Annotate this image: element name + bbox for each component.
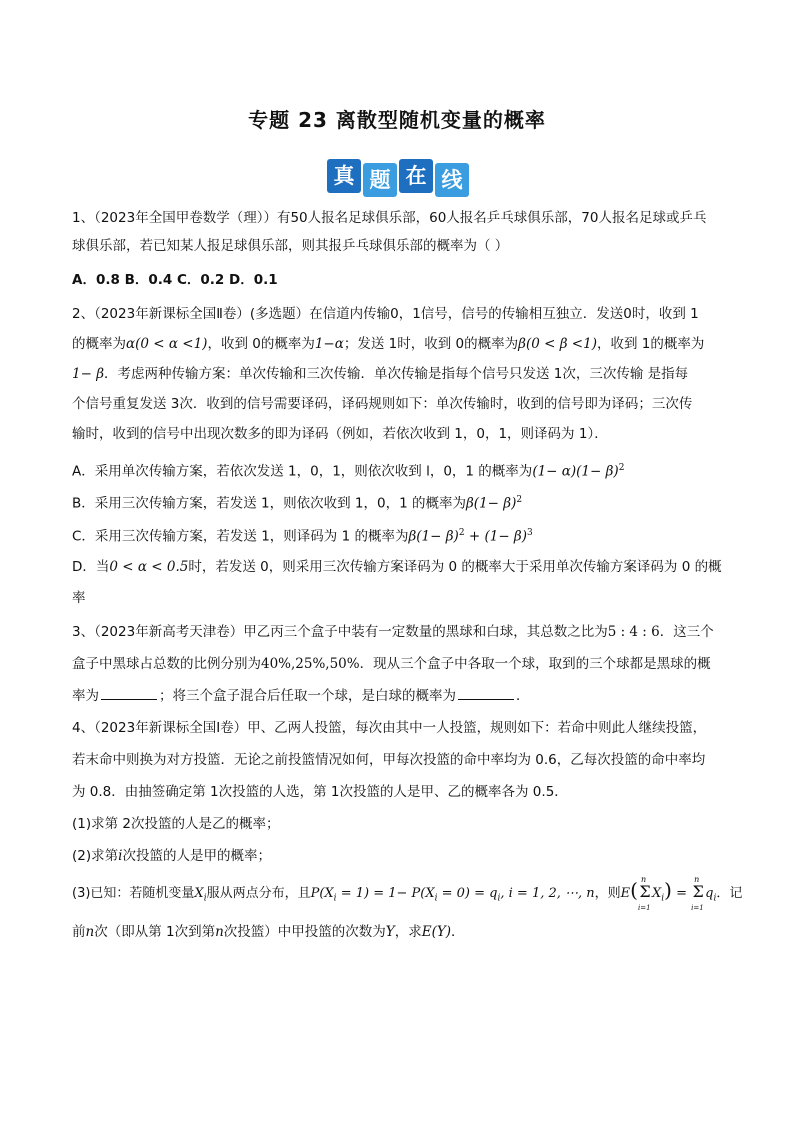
q2-line-3 — [72, 364, 732, 384]
text: 服从两点分布，且 — [206, 886, 311, 901]
subscript: i — [713, 893, 717, 904]
q4-sub-3 — [72, 875, 743, 912]
text: 盒子中黑球占总数的比例分别为 — [72, 656, 261, 672]
q2-option-d-cont: 率 — [72, 590, 86, 606]
text: 次投篮）中甲投篮的次数为 — [223, 924, 386, 940]
exponent: 2 — [516, 495, 523, 505]
q1-line-2: 球俱乐部，若已知某人报足球俱乐部，则其报乒乓球俱乐部的概率为（ ） — [72, 238, 509, 254]
sum-symbol — [691, 875, 705, 912]
math: β(1− β) — [466, 495, 517, 512]
sigma: Σ — [639, 882, 651, 901]
math: = 1) = 1− P(X — [336, 886, 435, 901]
sum-symbol — [637, 875, 652, 912]
math: + (1− β) — [464, 528, 527, 545]
exponent: 2 — [458, 528, 465, 538]
text: ；发送 1时，收到 0的概率为 — [343, 336, 519, 352]
q3-line-3 — [72, 686, 732, 706]
text: (3)已知：若随机变量 — [72, 886, 195, 901]
q4-sub-2 — [72, 846, 732, 866]
text: 率为 — [72, 688, 99, 704]
math: 1− β — [72, 366, 104, 382]
answer-blank — [458, 686, 514, 700]
subscript: i — [333, 893, 337, 904]
q2-option-b — [72, 490, 732, 514]
text: 前 — [72, 924, 86, 940]
math: β(1− β) — [408, 528, 459, 545]
q4-sub-1: (1)求第 2次投篮的人是乙的概率； — [72, 816, 280, 832]
text: D．当 — [72, 559, 110, 575]
badge-char: 在 — [399, 159, 433, 193]
text: ．现从三个盒子中各取一个球，取到的三个球都是黑球的概 — [359, 656, 711, 672]
answer-blank — [101, 686, 157, 700]
text: ．考虑两种传输方案：单次传输和三次传输．单次传输是指每个信号只发送 1次，三次传输 是指每 — [104, 366, 689, 382]
subscript: i — [497, 893, 501, 904]
q2-option-d — [72, 557, 732, 577]
q1-line-1: 1、（2023年全国甲卷数学（理））有50人报名足球俱乐部，60人报名乒乓球俱乐部，70人报名足球或乒乓 — [72, 210, 707, 226]
subscript: i — [434, 893, 438, 904]
math: β(0 < β <1) — [518, 336, 597, 352]
q2-line-5: 输时，收到的信号中出现次数多的即为译码（例如，若依次收到 1，0，1，则译码为 1）． — [72, 426, 608, 442]
q2-line-4: 个信号重复发送 3次．收到的信号需要译码，译码规则如下：单次传输时，收到的信号即为译码；三次传 — [72, 396, 693, 412]
math: 0 < α < 0.5 — [109, 559, 189, 575]
math: P(X — [310, 886, 334, 901]
q2-option-c — [72, 523, 732, 547]
text: ．记 — [716, 886, 743, 901]
text: ． — [516, 688, 530, 704]
text: ． — [451, 924, 465, 940]
q2-line-1: 2、（2023年新课标全国Ⅱ卷）(多选题）在信道内传输0，1信号，信号的传输相互独立．发送0时，收到 1 — [72, 306, 699, 322]
math: q — [705, 886, 714, 901]
math: , i = 1, 2, ⋯, n — [500, 886, 595, 901]
text: A．采用单次传输方案，若依次发送 1，0，1，则依次收到 l，0，1 的概率为 — [72, 463, 533, 480]
sum-bottom: i=1 — [637, 904, 651, 912]
sum-bottom: i=1 — [691, 904, 704, 912]
text: 时，若发送 0，则采用三次传输方案译码为 0 的概率大于采用单次传输方案译码为 0 的概 — [188, 559, 722, 575]
math: n — [85, 924, 95, 940]
math: X — [194, 886, 204, 901]
q4-line-2: 若末命中则换为对方投篮．无论之前投篮情况如何，甲每次投篮的命中率均为 0.6，乙每次投篮的命中率均 — [72, 752, 706, 768]
text: 的概率为 — [72, 336, 126, 352]
subscript: i — [661, 893, 665, 904]
math: E(Y) — [421, 924, 452, 940]
q4-line-1: 4、（2023年新课标全国Ⅰ卷）甲、乙两人投篮，每次由其中一人投篮，规则如下：若命中则此人继续投篮， — [72, 720, 707, 736]
exponent: 3 — [527, 528, 533, 538]
math: = 0) = q — [437, 886, 498, 901]
page-title: 专题 23 离散型随机变量的概率 — [248, 108, 546, 132]
sigma: Σ — [692, 882, 704, 901]
math: X — [651, 886, 662, 901]
badge-char: 题 — [363, 163, 397, 197]
text: ，收到 1的概率为 — [596, 336, 705, 352]
math: (1− α)(1− β) — [532, 463, 619, 480]
text: 次（即从第 1次到第 — [94, 924, 216, 940]
subscript: i — [203, 893, 207, 904]
text: ．这三个 — [659, 624, 714, 640]
q4-line-3: 为 0.8．由抽签确定第 1次投篮的人选，第 1次投篮的人是甲、乙的概率各为 0.5． — [72, 784, 568, 800]
sum-top: n — [694, 875, 700, 884]
math: 5 : 4 : 6 — [607, 624, 660, 640]
q2-line-2 — [72, 334, 732, 354]
q3-line-2 — [72, 654, 732, 674]
text: (2)求第 — [72, 848, 119, 864]
text: 3、（2023年新高考天津卷）甲乙丙三个盒子中装有一定数量的黑球和白球，其总数之比为 — [72, 624, 608, 640]
text: C．采用三次传输方案，若发送 1，则译码为 1 的概率为 — [72, 528, 409, 545]
q4-sub-3-cont — [72, 922, 732, 942]
q3-line-1 — [72, 622, 732, 642]
math: i — [118, 848, 123, 864]
text: ，收到 0的概率为 — [207, 336, 315, 352]
math: α(0 < α <1) — [126, 336, 208, 352]
exponent: 2 — [618, 463, 625, 473]
text: ，求 — [394, 924, 422, 940]
text: ，则 — [594, 886, 621, 901]
text: 次投篮的人是甲的概率； — [122, 848, 271, 864]
q2-option-a — [72, 458, 732, 482]
text: ；将三个盒子混合后任取一个球，是白球的概率为 — [159, 688, 456, 704]
math: E — [620, 886, 631, 901]
math: ) — [664, 878, 672, 902]
math: 1−α — [314, 336, 344, 352]
text: B．采用三次传输方案，若发送 1，则依次收到 1，0，1 的概率为 — [72, 495, 466, 512]
sum-top: n — [640, 875, 647, 884]
math: Y — [385, 924, 395, 940]
badge-char: 真 — [327, 159, 361, 193]
math: 40%,25%,50% — [261, 656, 360, 672]
badge-char: 线 — [435, 163, 469, 197]
q1-options: A．0.8 B．0.4 C．0.2 D．0.1 — [72, 272, 278, 288]
math: n — [215, 924, 224, 940]
math: = — [671, 886, 692, 901]
math: ( — [630, 878, 638, 902]
section-badge — [327, 159, 467, 197]
